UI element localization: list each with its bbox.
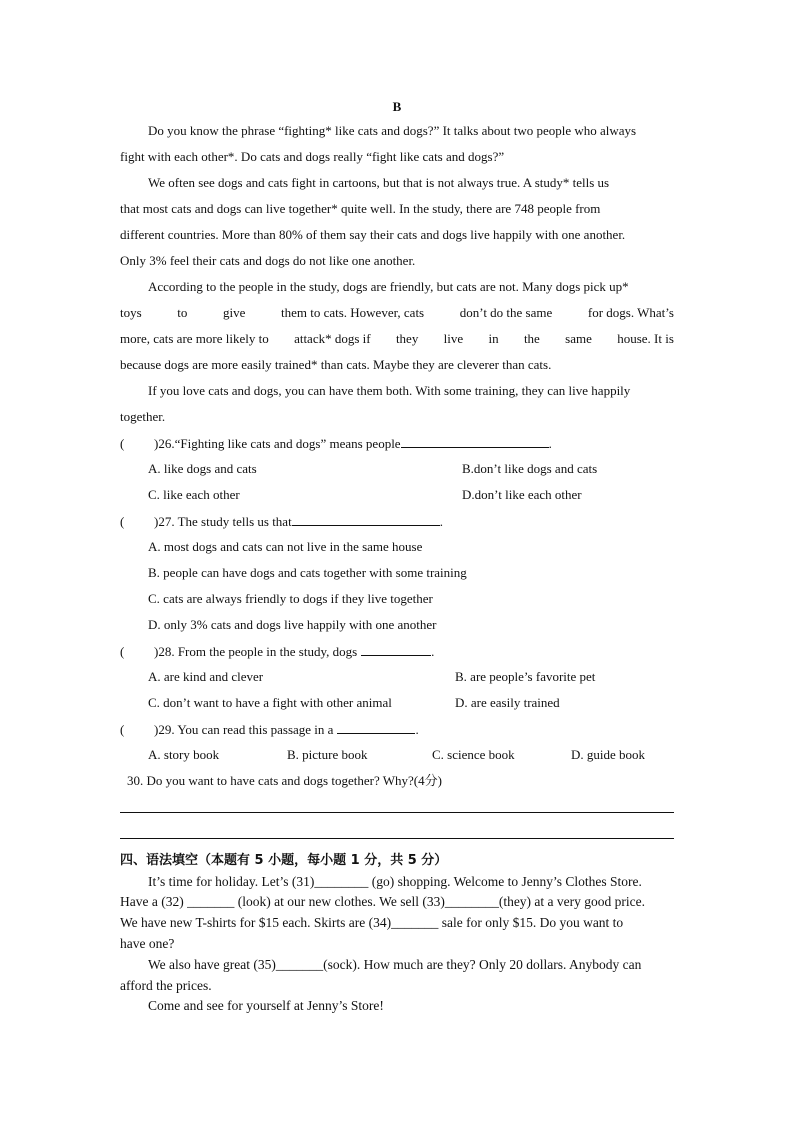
option-c[interactable]: C. cats are always friendly to dogs if they live together xyxy=(148,591,433,606)
answer-paren[interactable]: ( xyxy=(120,436,125,451)
answer-blank[interactable] xyxy=(361,642,431,656)
question-end: . xyxy=(431,644,435,659)
passage-line: Do you know the phrase “fighting* like cats and dogs?” It talks about two people who always xyxy=(148,123,637,138)
grammar-line: have one? xyxy=(120,936,175,951)
word: the xyxy=(523,331,540,346)
word: more, cats are more likely to xyxy=(120,331,269,346)
option-b[interactable]: B. picture book xyxy=(287,747,368,762)
passage-line: If you love cats and dogs, you can have them both. With some training, they can live happily xyxy=(148,383,631,398)
option-a[interactable]: A. like dogs and cats xyxy=(148,461,257,476)
word: same xyxy=(565,331,592,346)
passage-line: Only 3% feel their cats and dogs do not like one another. xyxy=(120,253,416,268)
passage-line-justified xyxy=(120,330,674,348)
question-end: . xyxy=(439,514,443,529)
passage-line-justified xyxy=(120,304,674,322)
word: they xyxy=(395,331,419,346)
option-a[interactable]: A. most dogs and cats can not live in the same house xyxy=(148,539,423,554)
passage-line: because dogs are more easily trained* than cats. Maybe they are cleverer than cats. xyxy=(120,357,552,372)
passage-line: fight with each other*. Do cats and dogs really “fight like cats and dogs?” xyxy=(120,149,505,164)
word: toys xyxy=(120,305,142,320)
word: don’t do the same xyxy=(459,305,553,320)
passage-line: According to the people in the study, dogs are friendly, but cats are not. Many dogs pick up* xyxy=(148,279,629,294)
word: give xyxy=(222,305,246,320)
option-d[interactable]: D. only 3% cats and dogs live happily with one another xyxy=(148,617,437,632)
question-28 xyxy=(120,642,434,661)
passage-line: We often see dogs and cats fight in cartoons, but that is not always true. A study* tells us xyxy=(148,175,610,190)
word: them to cats. However, cats xyxy=(280,305,425,320)
word: house. It is xyxy=(617,331,674,346)
word: in xyxy=(488,331,499,346)
answer-line[interactable] xyxy=(120,812,674,813)
question-stem: )29. You can read this passage in a xyxy=(154,722,334,737)
option-d[interactable]: D. guide book xyxy=(571,747,646,762)
answer-blank[interactable] xyxy=(292,512,440,526)
question-30: 30. Do you want to have cats and dogs together? Why?(4分) xyxy=(127,773,442,788)
answer-paren[interactable]: ( xyxy=(120,644,125,659)
answer-paren[interactable]: ( xyxy=(120,722,125,737)
question-stem: )28. From the people in the study, dogs xyxy=(154,644,358,659)
word: attack* dogs if xyxy=(294,331,371,346)
option-c[interactable]: C. science book xyxy=(432,747,515,762)
question-stem: )26.“Fighting like cats and dogs” means people xyxy=(154,436,401,451)
option-c[interactable]: C. don’t want to have a fight with other animal xyxy=(148,695,392,710)
question-29 xyxy=(120,720,419,739)
answer-blank[interactable] xyxy=(337,720,415,734)
question-stem: )27. The study tells us that xyxy=(154,514,292,529)
option-a[interactable]: A. are kind and clever xyxy=(148,669,264,684)
word: to xyxy=(177,305,188,320)
option-b[interactable]: B. are people’s favorite pet xyxy=(455,669,596,684)
grammar-line: It’s time for holiday. Let’s (31)________ (go) shopping. Welcome to Jenny’s Clothes Store. xyxy=(148,874,642,889)
passage-title: B xyxy=(392,99,402,114)
answer-paren[interactable]: ( xyxy=(120,514,125,529)
option-c[interactable]: C. like each other xyxy=(148,487,240,502)
grammar-line: Have a (32) _______ (look) at our new clothes. We sell (33)________(they) at a very good price. xyxy=(120,894,646,909)
passage-line: that most cats and dogs can live together* quite well. In the study, there are 748 people from xyxy=(120,201,601,216)
grammar-line: afford the prices. xyxy=(120,978,212,993)
option-a[interactable]: A. story book xyxy=(148,747,220,762)
grammar-line: We have new T-shirts for $15 each. Skirts are (34)_______ sale for only $15. Do you want to xyxy=(120,915,624,930)
word: live xyxy=(443,331,464,346)
answer-blank[interactable] xyxy=(401,434,549,448)
option-b[interactable]: B.don’t like dogs and cats xyxy=(462,461,598,476)
question-end: . xyxy=(415,722,419,737)
option-b[interactable]: B. people can have dogs and cats together with some training xyxy=(148,565,467,580)
section-heading: 四、语法填空（本题有 5 小题，每小题 1 分，共 5 分） xyxy=(120,853,448,868)
passage-line: different countries. More than 80% of them say their cats and dogs live happily with one another. xyxy=(120,227,626,242)
question-26 xyxy=(120,434,552,453)
option-d[interactable]: D.don’t like each other xyxy=(462,487,582,502)
answer-line[interactable] xyxy=(120,838,674,839)
word: for dogs. What’s xyxy=(587,305,674,320)
grammar-line: Come and see for yourself at Jenny’s Store! xyxy=(148,998,384,1013)
question-end: . xyxy=(548,436,552,451)
passage-line: together. xyxy=(120,409,166,424)
grammar-line: We also have great (35)_______(sock). How much are they? Only 20 dollars. Anybody can xyxy=(148,957,642,972)
question-27 xyxy=(120,512,443,531)
option-d[interactable]: D. are easily trained xyxy=(455,695,560,710)
